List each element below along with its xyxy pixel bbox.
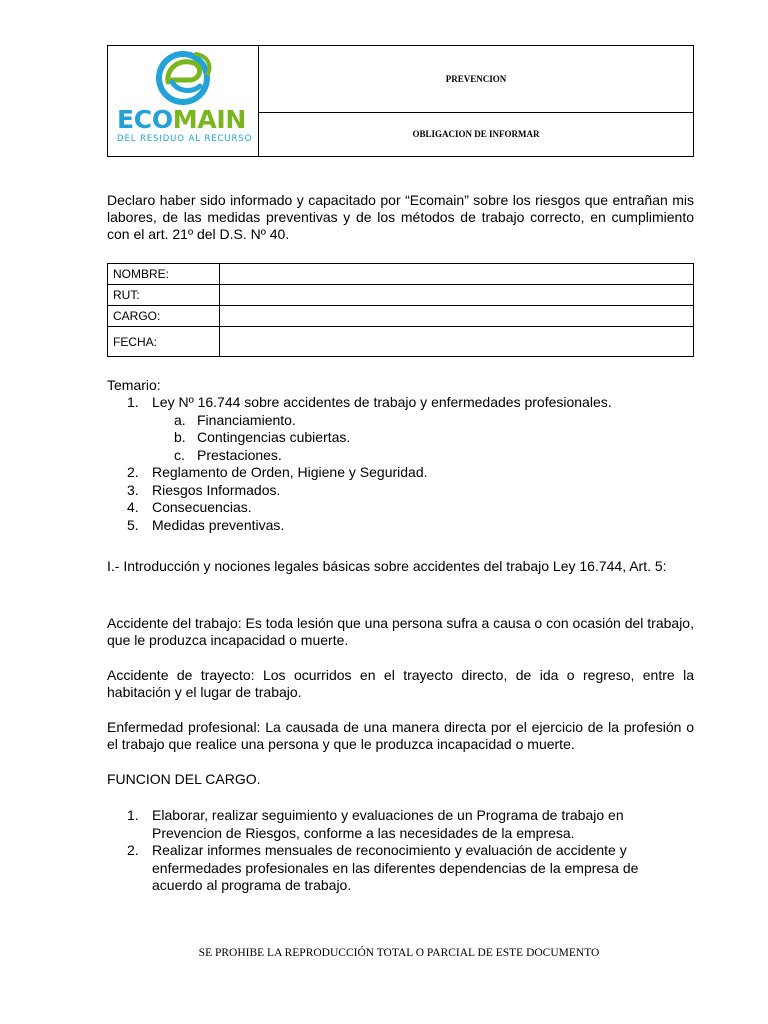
definition-accidente-trayecto	[107, 667, 694, 701]
header-title: PREVENCION	[259, 46, 693, 113]
list-text: Elaborar, realizar seguimiento y evaluaciones de un Programa de trabajo en Prevencion de Riesgos, conforme a las necesidades de la empresa.	[152, 807, 624, 841]
form-value-field[interactable]	[220, 285, 694, 306]
list-item	[107, 464, 694, 482]
form-value-field[interactable]	[220, 327, 694, 357]
form-value-field[interactable]	[220, 306, 694, 327]
list-item	[107, 517, 694, 535]
list-text: Consecuencias.	[152, 499, 252, 515]
definition-text: Accidente de trayecto: Los ocurridos en el trayecto directo, de ida o regreso, entre la habitación y el lugar de trabajo.	[107, 667, 694, 700]
temario-title: Temario:	[107, 377, 161, 393]
definition-text: Enfermedad profesional: La causada de una manera directa por el ejercicio de la profesión o el trabajo que realice una persona y que le produzca incapacidad o muerte.	[107, 719, 694, 752]
definition-text: Accidente del trabajo: Es toda lesión que una persona sufra a causa o con ocasión del trabajo, que le produzca incapacidad o muerte.	[107, 615, 694, 648]
sub-list-item	[107, 412, 694, 430]
list-number: b.	[174, 429, 186, 445]
form-row-nombre	[108, 264, 694, 285]
form-label: FECHA:	[108, 327, 220, 357]
logo-wordmark	[117, 105, 246, 134]
list-text: Riesgos Informados.	[152, 481, 281, 498]
sub-list-item	[107, 447, 694, 465]
footer-notice: SE PROHIBE LA REPRODUCCIÓN TOTAL O PARCIAL DE ESTE DOCUMENTO	[198, 947, 600, 959]
funcion-title: FUNCION DEL CARGO.	[107, 771, 261, 787]
sub-list-item	[107, 429, 694, 447]
temario-list	[107, 394, 694, 534]
funcion-list	[107, 807, 694, 895]
header-subtitle: OBLIGACION DE INFORMAR	[412, 129, 540, 139]
list-number: 1.	[127, 807, 139, 823]
definition-enfermedad-profesional	[107, 719, 694, 753]
list-number: 2.	[127, 842, 139, 858]
logo-tagline: DEL RESIDUO AL RECURSO	[117, 134, 253, 144]
list-number: 1.	[127, 394, 139, 410]
form-label: CARGO:	[108, 306, 220, 327]
logo-cell	[108, 46, 259, 156]
list-item	[107, 482, 694, 500]
list-text: Financiamiento.	[197, 411, 296, 428]
intro-paragraph: Declaro haber sido informado y capacitado por “Ecomain” sobre los riesgos que entrañan mis labores, de las medidas preventivas y de los métodos de trabajo correcto, en cumplimiento con el art. 21º del D.S. Nº 40.	[107, 192, 694, 242]
form-label: RUT:	[108, 285, 220, 306]
list-item	[107, 394, 694, 412]
list-item	[107, 499, 694, 517]
list-number: c.	[174, 446, 185, 463]
logo-word-eco: ECO	[117, 105, 173, 134]
form-row-rut	[108, 285, 694, 306]
form-label: NOMBRE:	[108, 264, 220, 285]
form-value-field[interactable]	[220, 264, 694, 285]
form-row-fecha	[108, 327, 694, 357]
list-number: 3.	[127, 481, 139, 498]
list-item	[107, 842, 694, 895]
document-header	[107, 45, 694, 157]
form-row-cargo	[108, 306, 694, 327]
logo-word-main: MAIN	[172, 105, 247, 134]
list-number: 4.	[127, 499, 139, 515]
ecomain-logo-icon	[108, 46, 259, 106]
list-text: Realizar informes mensuales de reconocimiento y evaluación de accidente y enfermedades profesionales en las diferentes dependencias de la empresa de acuerdo al programa de trabajo.	[152, 842, 639, 893]
list-text: Contingencias cubiertas.	[197, 429, 351, 445]
list-text: Medidas preventivas.	[152, 516, 285, 533]
list-text: Reglamento de Orden, Higiene y Seguridad.	[152, 464, 428, 480]
info-form-table	[107, 263, 694, 357]
list-number: 2.	[127, 464, 139, 480]
list-number: a.	[174, 411, 186, 428]
list-item	[107, 807, 694, 842]
section-heading: I.- Introducción y nociones legales básicas sobre accidentes del trabajo Ley 16.744, Art. 5:	[107, 558, 667, 574]
definition-accidente-trabajo	[107, 615, 694, 649]
list-number: 5.	[127, 516, 139, 533]
list-text: Ley Nº 16.744 sobre accidentes de trabajo y enfermedades profesionales.	[152, 394, 612, 410]
list-text: Prestaciones.	[197, 446, 282, 463]
